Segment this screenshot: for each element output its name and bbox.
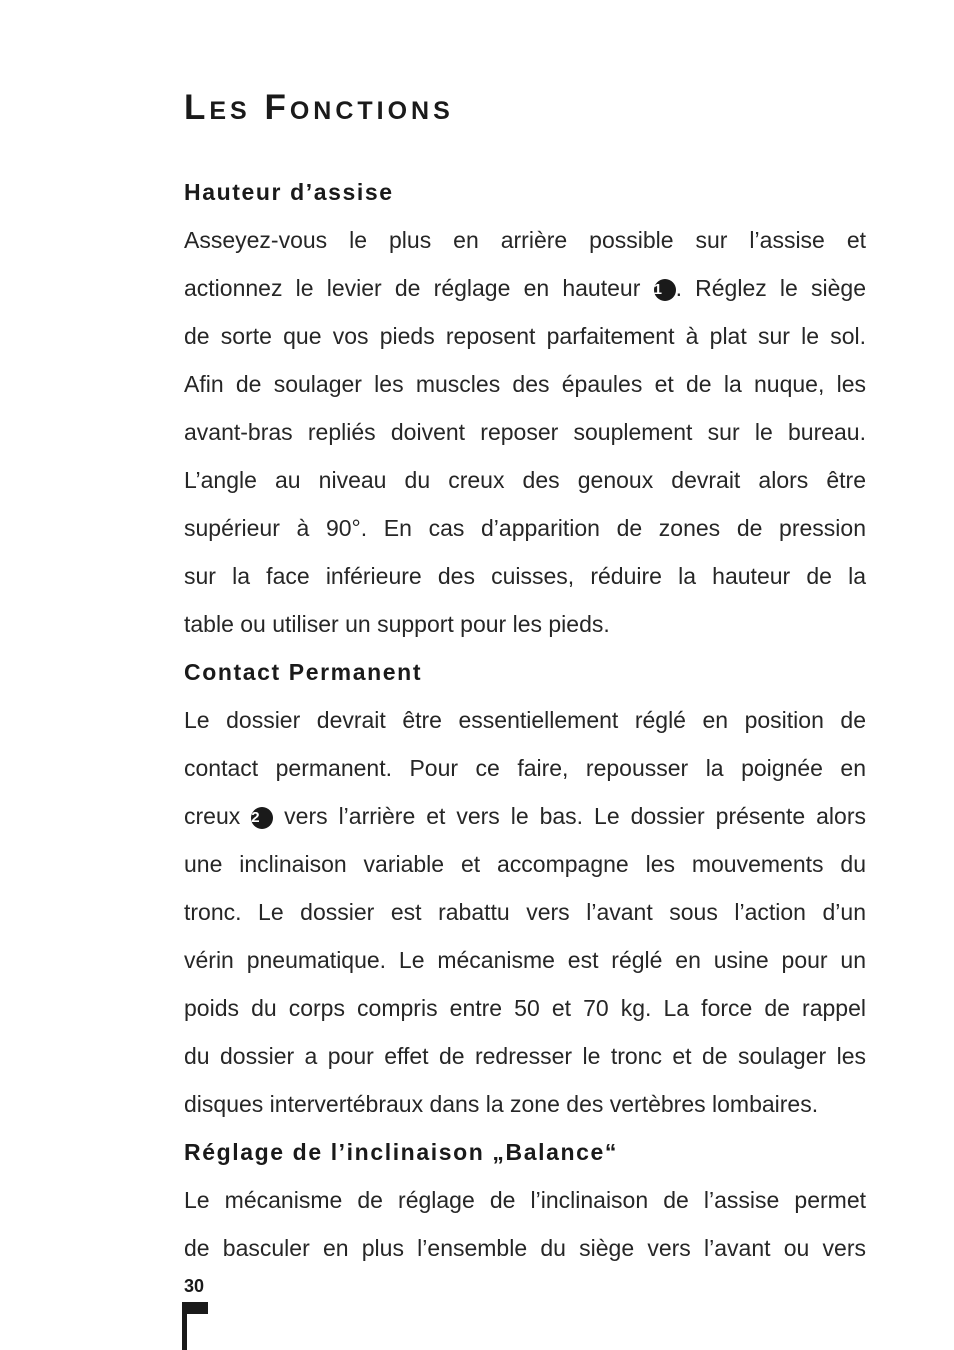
text-line	[184, 264, 866, 312]
page-title: Les Fonctions	[184, 88, 454, 127]
section-paragraph-hauteur	[184, 216, 868, 648]
text-line: table ou utiliser un support pour les pieds.	[184, 611, 610, 637]
text-fragment: . Réglez le siège	[675, 275, 867, 301]
page-number: 30	[184, 1276, 205, 1296]
text-line	[184, 792, 866, 840]
text-line: poids du corps compris entre 50 et 70 kg. La force de rappel	[184, 995, 866, 1021]
section-heading-contact: Contact Permanent	[184, 659, 423, 685]
text-line: disques intervertébraux dans la zone des vertèbres lombaires.	[184, 1091, 819, 1117]
text-line: du dossier a pour effet de redresser le tronc et de soulager les	[184, 1043, 866, 1069]
text-line: de basculer en plus l’ensemble du siège vers l’avant ou vers	[184, 1235, 866, 1261]
text-line: contact permanent. Pour ce faire, repousser la poignée en	[184, 755, 866, 781]
text-line: L’angle au niveau du creux des genoux devrait alors être	[184, 467, 866, 493]
text-line: supérieur à 90°. En cas d’apparition de zones de pression	[184, 515, 866, 541]
text-line: tronc. Le dossier est rabattu vers l’avant sous l’action d’un	[184, 899, 866, 925]
text-line: Afin de soulager les muscles des épaules et de la nuque, les	[184, 371, 866, 397]
text-line: sur la face inférieure des cuisses, réduire la hauteur de la	[184, 563, 866, 589]
text-line: de sorte que vos pieds reposent parfaitement à plat sur le sol.	[184, 323, 866, 349]
section-paragraph-balance	[184, 1176, 868, 1272]
text-fragment: vers l’arrière et vers le bas. Le dossier présente alors	[273, 803, 866, 829]
text-fragment: actionnez le levier de réglage en hauteur	[184, 275, 654, 301]
document-body	[184, 168, 868, 1272]
corner-mark-stem	[182, 1302, 187, 1350]
text-fragment: creux	[184, 803, 252, 829]
section-heading-balance: Réglage de l’inclinaison „Balance“	[184, 1139, 619, 1165]
text-line: Le dossier devrait être essentiellement réglé en position de	[184, 707, 866, 733]
text-line: Le mécanisme de réglage de l’inclinaison de l’assise permet	[184, 1187, 866, 1213]
text-line: avant-bras repliés doivent reposer souplement sur le bureau.	[184, 419, 866, 445]
section-heading-hauteur: Hauteur d’assise	[184, 179, 394, 205]
text-line: Asseyez-vous le plus en arrière possible sur l’assise et	[184, 227, 866, 253]
section-paragraph-contact	[184, 696, 868, 1128]
number-1-marker-icon: 1	[654, 279, 676, 301]
text-line: vérin pneumatique. Le mécanisme est réglé en usine pour un	[184, 947, 866, 973]
number-2-marker-icon: 2	[251, 807, 273, 829]
text-line: une inclinaison variable et accompagne les mouvements du	[184, 851, 866, 877]
corner-mark-icon	[182, 1302, 208, 1350]
